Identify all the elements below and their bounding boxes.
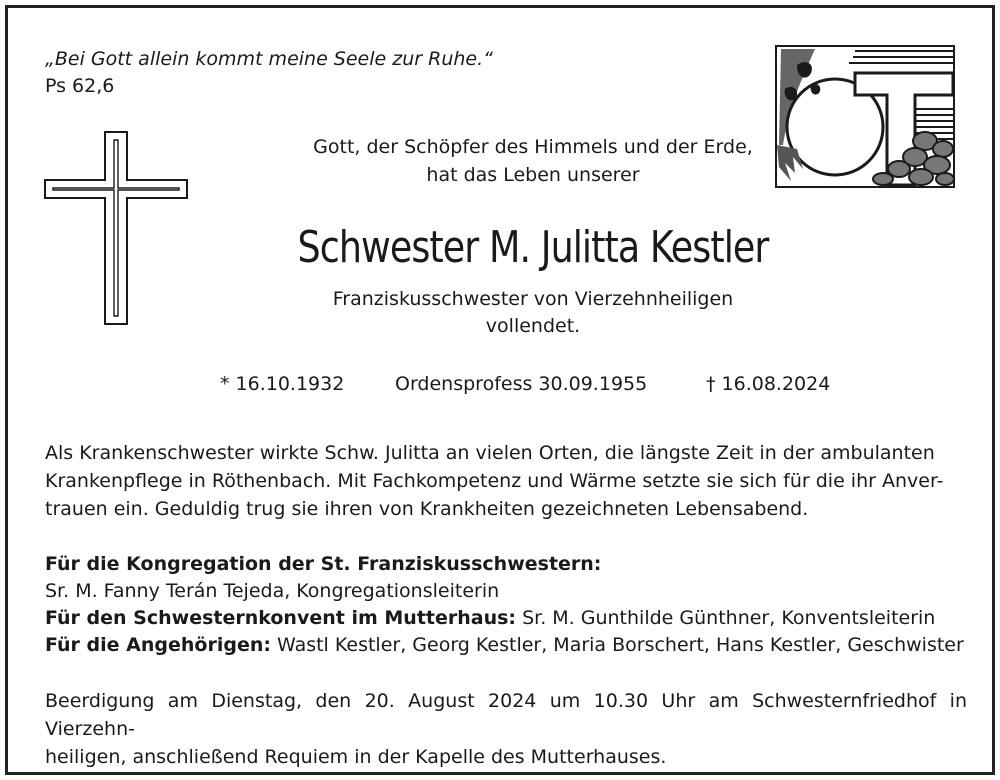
tau-sun-emblem-icon	[775, 45, 955, 188]
family-label: Für die Angehörigen:	[45, 634, 271, 656]
bible-verse: „Bei Gott allein kommt meine Seele zur Ruhe.“	[45, 48, 493, 70]
funeral-line-1: Beerdigung am Dienstag, den 20. August 2024 um 10.30 Uhr am Schwesternfriedhof in Vierzehn-	[45, 690, 967, 740]
family-names: Wastl Kestler, Georg Kestler, Maria Borschert, Hans Kestler, Geschwister	[270, 634, 964, 656]
funeral-line-2: heiligen, anschließend Requiem in der Kapelle des Mutterhauses.	[45, 746, 667, 768]
biography	[45, 439, 967, 523]
subtitle-line-1: Franziskusschwester von Vierzehnheiligen	[332, 288, 734, 310]
bible-reference: Ps 62,6	[45, 75, 115, 97]
convent-signatory: Sr. M. Gunthilde Günthner, Konventsleiterin	[516, 607, 936, 629]
convent-label: Für den Schwesternkonvent im Mutterhaus:	[45, 607, 517, 629]
deceased-name: Schwester M. Julitta Kestler	[297, 222, 769, 273]
congregation-signatory: Sr. M. Fanny Terán Tejeda, Kongregationsleiterin	[45, 580, 500, 602]
subtitle-line-2: vollendet.	[485, 315, 581, 337]
funeral-notice	[45, 687, 967, 771]
convent-line	[45, 604, 935, 632]
profession-date: Ordensprofess 30.09.1955	[395, 373, 648, 395]
intro-line-1: Gott, der Schöpfer des Himmels und der Erde,	[313, 136, 753, 158]
biography-line-3: trauen ein. Geduldig trug sie ihren von Krankheiten gezeichneten Lebensabend.	[45, 498, 809, 520]
congregation-label: Für die Kongregation der St. Franziskusschwestern:	[45, 553, 602, 575]
family-line	[45, 631, 964, 659]
birth-date: * 16.10.1932	[220, 373, 345, 395]
death-date: † 16.08.2024	[706, 373, 831, 395]
biography-line-2: Krankenpflege in Röthenbach. Mit Fachkompetenz und Wärme setzte sie sich für die ihr Anver-	[45, 470, 944, 492]
cross-icon	[43, 128, 193, 328]
biography-line-1: Als Krankenschwester wirkte Schw. Julitta an vielen Orten, die längste Zeit in der ambulanten	[45, 442, 935, 464]
intro-line-2: hat das Leben unserer	[426, 164, 640, 186]
obituary-frame	[5, 5, 995, 775]
